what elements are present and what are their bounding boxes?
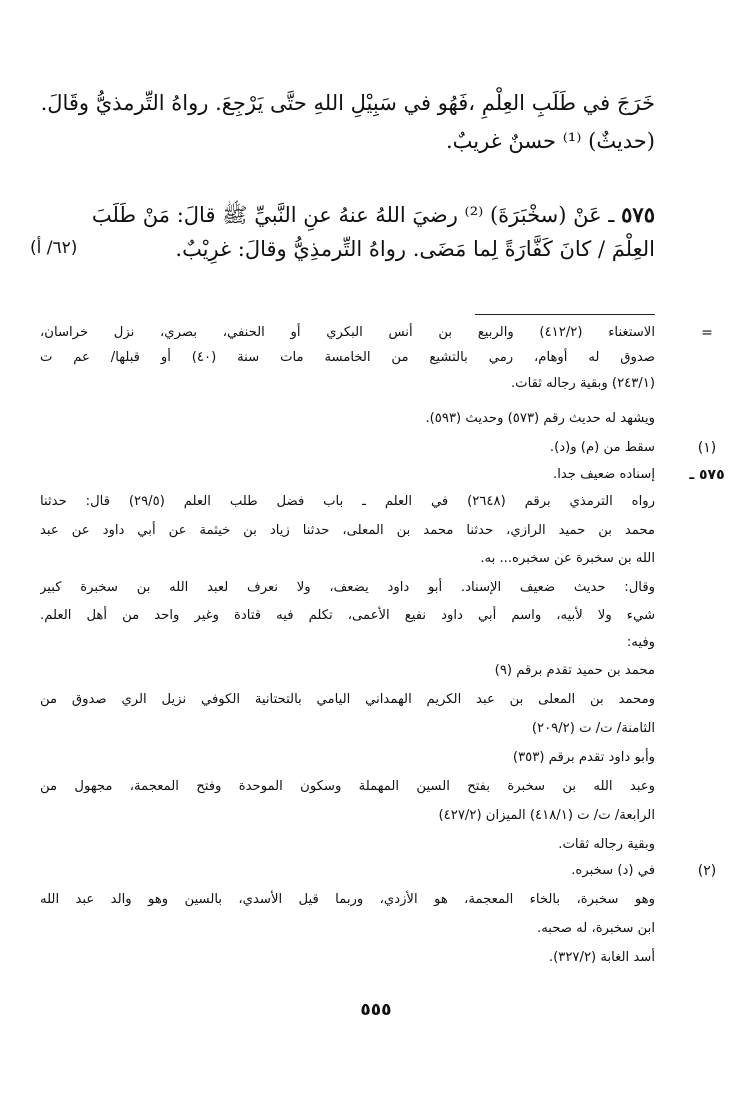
footnote-line [40,860,717,882]
footnote-line [40,520,655,542]
footnote-text: وأبو داود تقدم برقم (٣٥٣) [512,750,655,765]
footnote-line [40,834,655,856]
footnote-text: إسناده ضعيف جدا. [553,467,655,482]
footnote-line [40,491,655,513]
footnote-text: أسد الغابة (٣٢٧/٢). [548,950,655,965]
footnote-marker: = [701,325,713,341]
footnote-text: سقط من (م) و(د). [549,440,655,455]
hadith-575-line-1 [91,200,655,230]
footnote-text: محمد بن حميد الرازي، حدثنا محمد بن المعلى، حدثنا زياد بن خيثمة عن أبي داود عن عبد [40,523,655,538]
footnotes [40,322,725,972]
footnote-line [40,660,655,682]
footnote-line [40,689,655,711]
footnote-line [40,889,655,911]
footnote-line [40,437,717,459]
footnote-text: وفيه: [626,635,655,650]
footnote-separator [475,314,655,315]
footnote-text: محمد بن حميد تقدم برقم (٩) [494,663,655,678]
footnote-line [40,548,655,570]
footnote-line [40,577,655,599]
footnote-line [40,464,725,486]
footnote-text: وبقية رجاله ثقات. [558,837,655,852]
footnote-marker: (٢) [697,863,717,879]
footnote-text: وهو سخبرة، بالخاء المعجمة، هو الأزدي، وربما قيل الأسدي، بالسين وهو والد عبد الله [40,892,655,907]
footnote-text: ويشهد له حديث رقم (٥٧٣) وحديث (٥٩٣). [425,411,655,426]
footnote-text: الرابعة/ ت/ ت (٤١٨/١) الميزان (٤٢٧/٢) [438,808,655,823]
footnote-text: صدوق له أوهام، رمي بالتشيع من الخامسة مات سنة (٤٠) أو قبلها/ عم ت [40,350,655,365]
footnote-line [40,347,655,369]
footnote-line [40,408,655,430]
footnote-line [40,322,713,344]
footnote-text: وقال: حديث ضعيف الإسناد. أبو داود يضعف، ولا نعرف لعبد الله بن سخبرة كبير [40,580,655,595]
footnote-text: الله بن سخبرة عن سخبره... به. [480,551,655,566]
footnote-text: ومحمد بن المعلى بن عبد الكريم الهمداني اليامي بالتحتانية الكوفي نزيل الري صدوق من [40,692,655,707]
footnote-text: الثامنة/ ت/ ت (٢٠٩/٢) [531,721,655,736]
page-number: ٥٥٥ [360,1000,392,1020]
manuscript-folio-reference: (٦٢/ أ) [30,238,78,258]
hadith-575-text: ـ عَنْ (سخْبَرَةَ) ⁽²⁾ رضيَ اللهُ عنهُ عنِ النَّبيِّ ﷺ قالَ: مَنْ طَلَبَ [91,203,615,227]
footnote-line [40,373,655,395]
footnote-text: في (د) سخبره. [571,863,655,878]
footnote-text: ابن سخبرة، له صحبه. [537,921,655,936]
footnote-line [40,947,655,969]
footnote-line [40,718,655,740]
footnote-marker: ٥٧٥ ـ [689,467,725,483]
footnote-text: وعبد الله بن سخبرة بفتح السين المهملة وسكون الموحدة وفتح المعجمة، مجهول من [40,779,655,794]
hadith-575-line-2: العِلْمَ / كانَ كَفَّارَةً لِما مَضَى. رواهُ التِّرمذِيُّ وقالَ: غرِيْبٌ. [175,237,655,261]
footnote-line [40,805,655,827]
footnote-line [40,632,655,654]
footnote-marker: (١) [697,440,717,456]
main-text-line-2: (حديثٌ) ⁽¹⁾ حسنٌ غريبٌ. [445,129,655,153]
footnote-line [40,918,655,940]
footnote-text: رواه الترمذي برقم (٢٦٤٨) في العلم ـ باب فضل طلب العلم (٢٩/٥) قال: حدثنا [40,494,655,509]
hadith-number: ٥٧٥ [621,202,655,227]
footnote-text: شيء ولا لأبيه، واسم أبي داود نفيع الأعمى، تكلم فيه قتادة وغير واحد من أهل العلم. [40,608,655,623]
main-text-line-1: خَرَجَ في طَلَبِ العِلْمِ ،فَهُو في سَبِيْلِ اللهِ حتَّى يَرْجِعَ. رواهُ التِّرمذيُّ وقَالَ. [40,91,655,115]
footnote-line [40,605,655,627]
footnote-text: الاستغناء (٤١٢/٢) والربيع بن أنس البكري أو الحنفي، بصري، نزل خراسان، [40,325,655,340]
footnote-line [40,747,655,769]
footnote-text: (٢٤٣/١) وبقية رجاله ثقات. [510,376,655,391]
footnote-line [40,776,655,798]
